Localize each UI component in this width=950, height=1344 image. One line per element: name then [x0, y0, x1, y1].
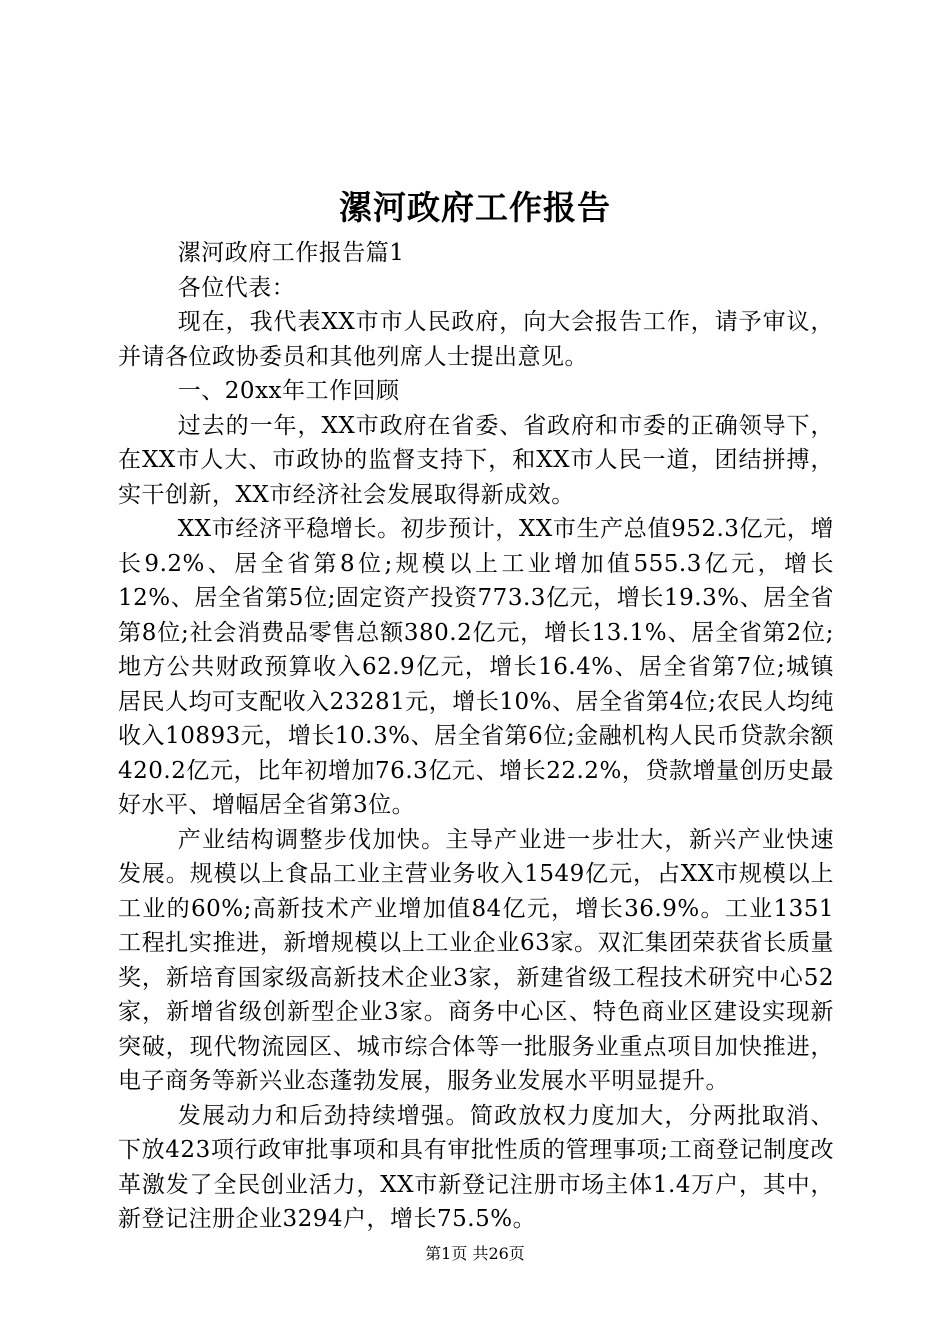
paragraph-salutation: 各位代表： [177, 274, 296, 301]
paragraph-subtitle: 漯河政府工作报告篇1 [177, 240, 405, 266]
paragraph-momentum: 发展动力和后劲持续增强。简政放权力度加大，分两批取消、下放423项行政审批事项和具有审批性质的管理事项;工商登记制度改革激发了全民创业活力，XX市新登记注册市场主体1.4万户，其中，新登记注册企业3294户，增长75.5%。 [118, 1102, 834, 1232]
paragraph-review: 过去的一年，XX市政府在省委、省政府和市委的正确领导下，在XX市人大、市政协的监督支持下，和XX市人民一道，团结拼搏，实干创新，XX市经济社会发展取得新成效。 [118, 412, 834, 508]
section-heading: 一、20xx年工作回顾 [177, 378, 400, 404]
paragraph-industry: 产业结构调整步伐加快。主导产业进一步壮大，新兴产业快速发展。规模以上食品工业主营业务收入1549亿元，占XX市规模以上工业的60%;高新技术产业增加值84亿元，增长36.9%。工业1351工程扎实推进，新增规模以上工业企业63家。双汇集团荣获省长质量奖，新培育国家级高新技术企业3家，新建省级工程技术研究中心52家，新增省级创新型企业3家。商务中心区、特色商业区建设实现新突破，现代物流园区、城市综合体等一批服务业重点项目加快推进，电子商务等新兴业态蓬勃发展，服务业发展水平明显提升。 [118, 826, 834, 1094]
page-footer: 第1页 共26页 [425, 1244, 525, 1263]
document-body [118, 236, 834, 1237]
document-title: 漯河政府工作报告 [339, 188, 611, 227]
paragraph-economy: XX市经济平稳增长。初步预计，XX市生产总值952.3亿元，增长9.2%、居全省第8位;规模以上工业增加值555.3亿元，增长12%、居全省第5位;固定资产投资773.3亿元，增长19.3%、居全省第8位;社会消费品零售总额380.2亿元，增长13.1%、居全省第2位;地方公共财政预算收入62.9亿元，增长16.4%、居全省第7位;城镇居民人均可支配收入23281元，增长10%、居全省第4位;农民人均纯收入10893元，增长10.3%、居全省第6位;金融机构人民币贷款余额420.2亿元，比年初增加76.3亿元、增长22.2%，贷款增量创历史最好水平、增幅居全省第3位。 [118, 516, 834, 818]
paragraph-intro: 现在，我代表XX市市人民政府，向大会报告工作，请予审议，并请各位政协委员和其他列席人士提出意见。 [118, 309, 834, 370]
